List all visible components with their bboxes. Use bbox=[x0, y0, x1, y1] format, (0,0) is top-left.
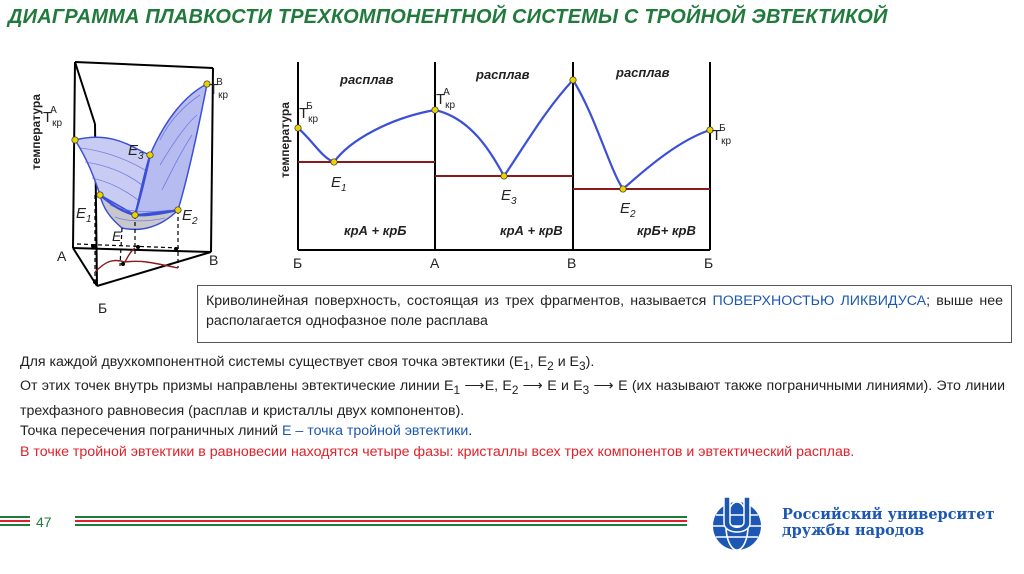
section-t-b-left-label: $Т_{кр}Б$ bbox=[299, 101, 319, 125]
paragraph-triple-eutectic-point: Точка пересечения пограничных линий E – точка тройной эвтектики. bbox=[20, 423, 473, 440]
university-name-line1: Российский университет bbox=[782, 506, 995, 523]
section-e2-label: $E_2$ bbox=[620, 200, 636, 220]
callout-highlight: ПОВЕРХНОСТЬЮ ЛИКВИДУСА bbox=[712, 293, 927, 309]
x-label-1: Б bbox=[293, 255, 303, 271]
prism-e3-label: $E_3$ bbox=[128, 142, 144, 162]
melt-label-2: расплав bbox=[476, 67, 530, 82]
prism-t-b-label: $Т_{кр}В$ bbox=[209, 77, 229, 101]
x-label-4: Б bbox=[704, 255, 714, 271]
prism-t-a-label: $Т_{кр}А$ bbox=[43, 105, 63, 129]
callout-text-after: ; выше нее располагается однофазное поле расплава bbox=[206, 293, 1003, 329]
section-frame bbox=[298, 62, 710, 250]
university-logo-icon bbox=[706, 493, 768, 555]
page-title: ДИАГРАММА ПЛАВКОСТИ ТРЕХКОМПОНЕНТНОЙ СИСТЕМЫ С ТРОЙНОЙ ЭВТЕКТИКОЙ bbox=[8, 6, 888, 28]
section-t-b-right-label: $Т_{кр}Б$ bbox=[712, 123, 732, 147]
prism-e-label: E bbox=[112, 228, 122, 244]
prism-corner-v: В bbox=[209, 252, 219, 268]
page-number: 47 bbox=[36, 514, 52, 530]
binary-sections-diagram bbox=[270, 52, 730, 277]
prism-corner-b: Б bbox=[98, 300, 108, 316]
melt-label-1: расплав bbox=[340, 72, 394, 87]
prism-e2-label: $E_2$ bbox=[182, 207, 198, 227]
phase-label-3: крБ+ крВ bbox=[637, 223, 696, 238]
liquidus-callout-box bbox=[197, 285, 1012, 343]
prism-corner-a: А bbox=[57, 248, 67, 264]
body-text bbox=[20, 352, 1005, 462]
x-label-2: А bbox=[430, 255, 440, 271]
melt-label-3: расплав bbox=[616, 65, 670, 80]
paragraph-eutectic-lines: От этих точек внутрь призмы направлены эвтектические линии $E_1$ ⟶E, $E_2$ ⟶ E и $E_3$ ⟶ E (их называют также пограничными линиями). Это линии трехфазного равновесия (расплав и кристаллы двух компонентов). bbox=[20, 378, 1006, 419]
paragraph-eutectic-points: Для каждой двухкомпонентной системы существует своя точка эвтектики ($E_1$, $E_2$ и $E_3$). bbox=[20, 354, 595, 373]
university-name bbox=[782, 507, 994, 539]
footer-stripe-right bbox=[75, 516, 687, 528]
footer-stripe-left bbox=[0, 516, 30, 528]
section-e3-label: $E_3$ bbox=[501, 187, 517, 207]
phase-label-1: крА + крБ bbox=[344, 223, 407, 238]
x-label-3: В bbox=[567, 255, 577, 271]
callout-text-before: Криволинейная поверхность, состоящая из трех фрагментов, называется bbox=[206, 293, 713, 309]
phase-label-2: крА + крВ bbox=[500, 223, 563, 238]
section-e1-label: $E_1$ bbox=[331, 174, 347, 194]
section-temperature-axis-label: температура bbox=[278, 102, 292, 178]
university-name-line2: дружбы народов bbox=[782, 522, 925, 539]
paragraph-four-phases: В точке тройной эвтектики в равновесии находятся четыре фазы: кристаллы всех трех компонентов и эвтектический расплав. bbox=[20, 443, 855, 460]
section-points bbox=[295, 77, 713, 192]
prism-e1-label: $E_1$ bbox=[76, 205, 92, 225]
section-t-a-label: $Т_{кр}А$ bbox=[436, 87, 456, 111]
temperature-axis-label: температура bbox=[29, 94, 43, 170]
